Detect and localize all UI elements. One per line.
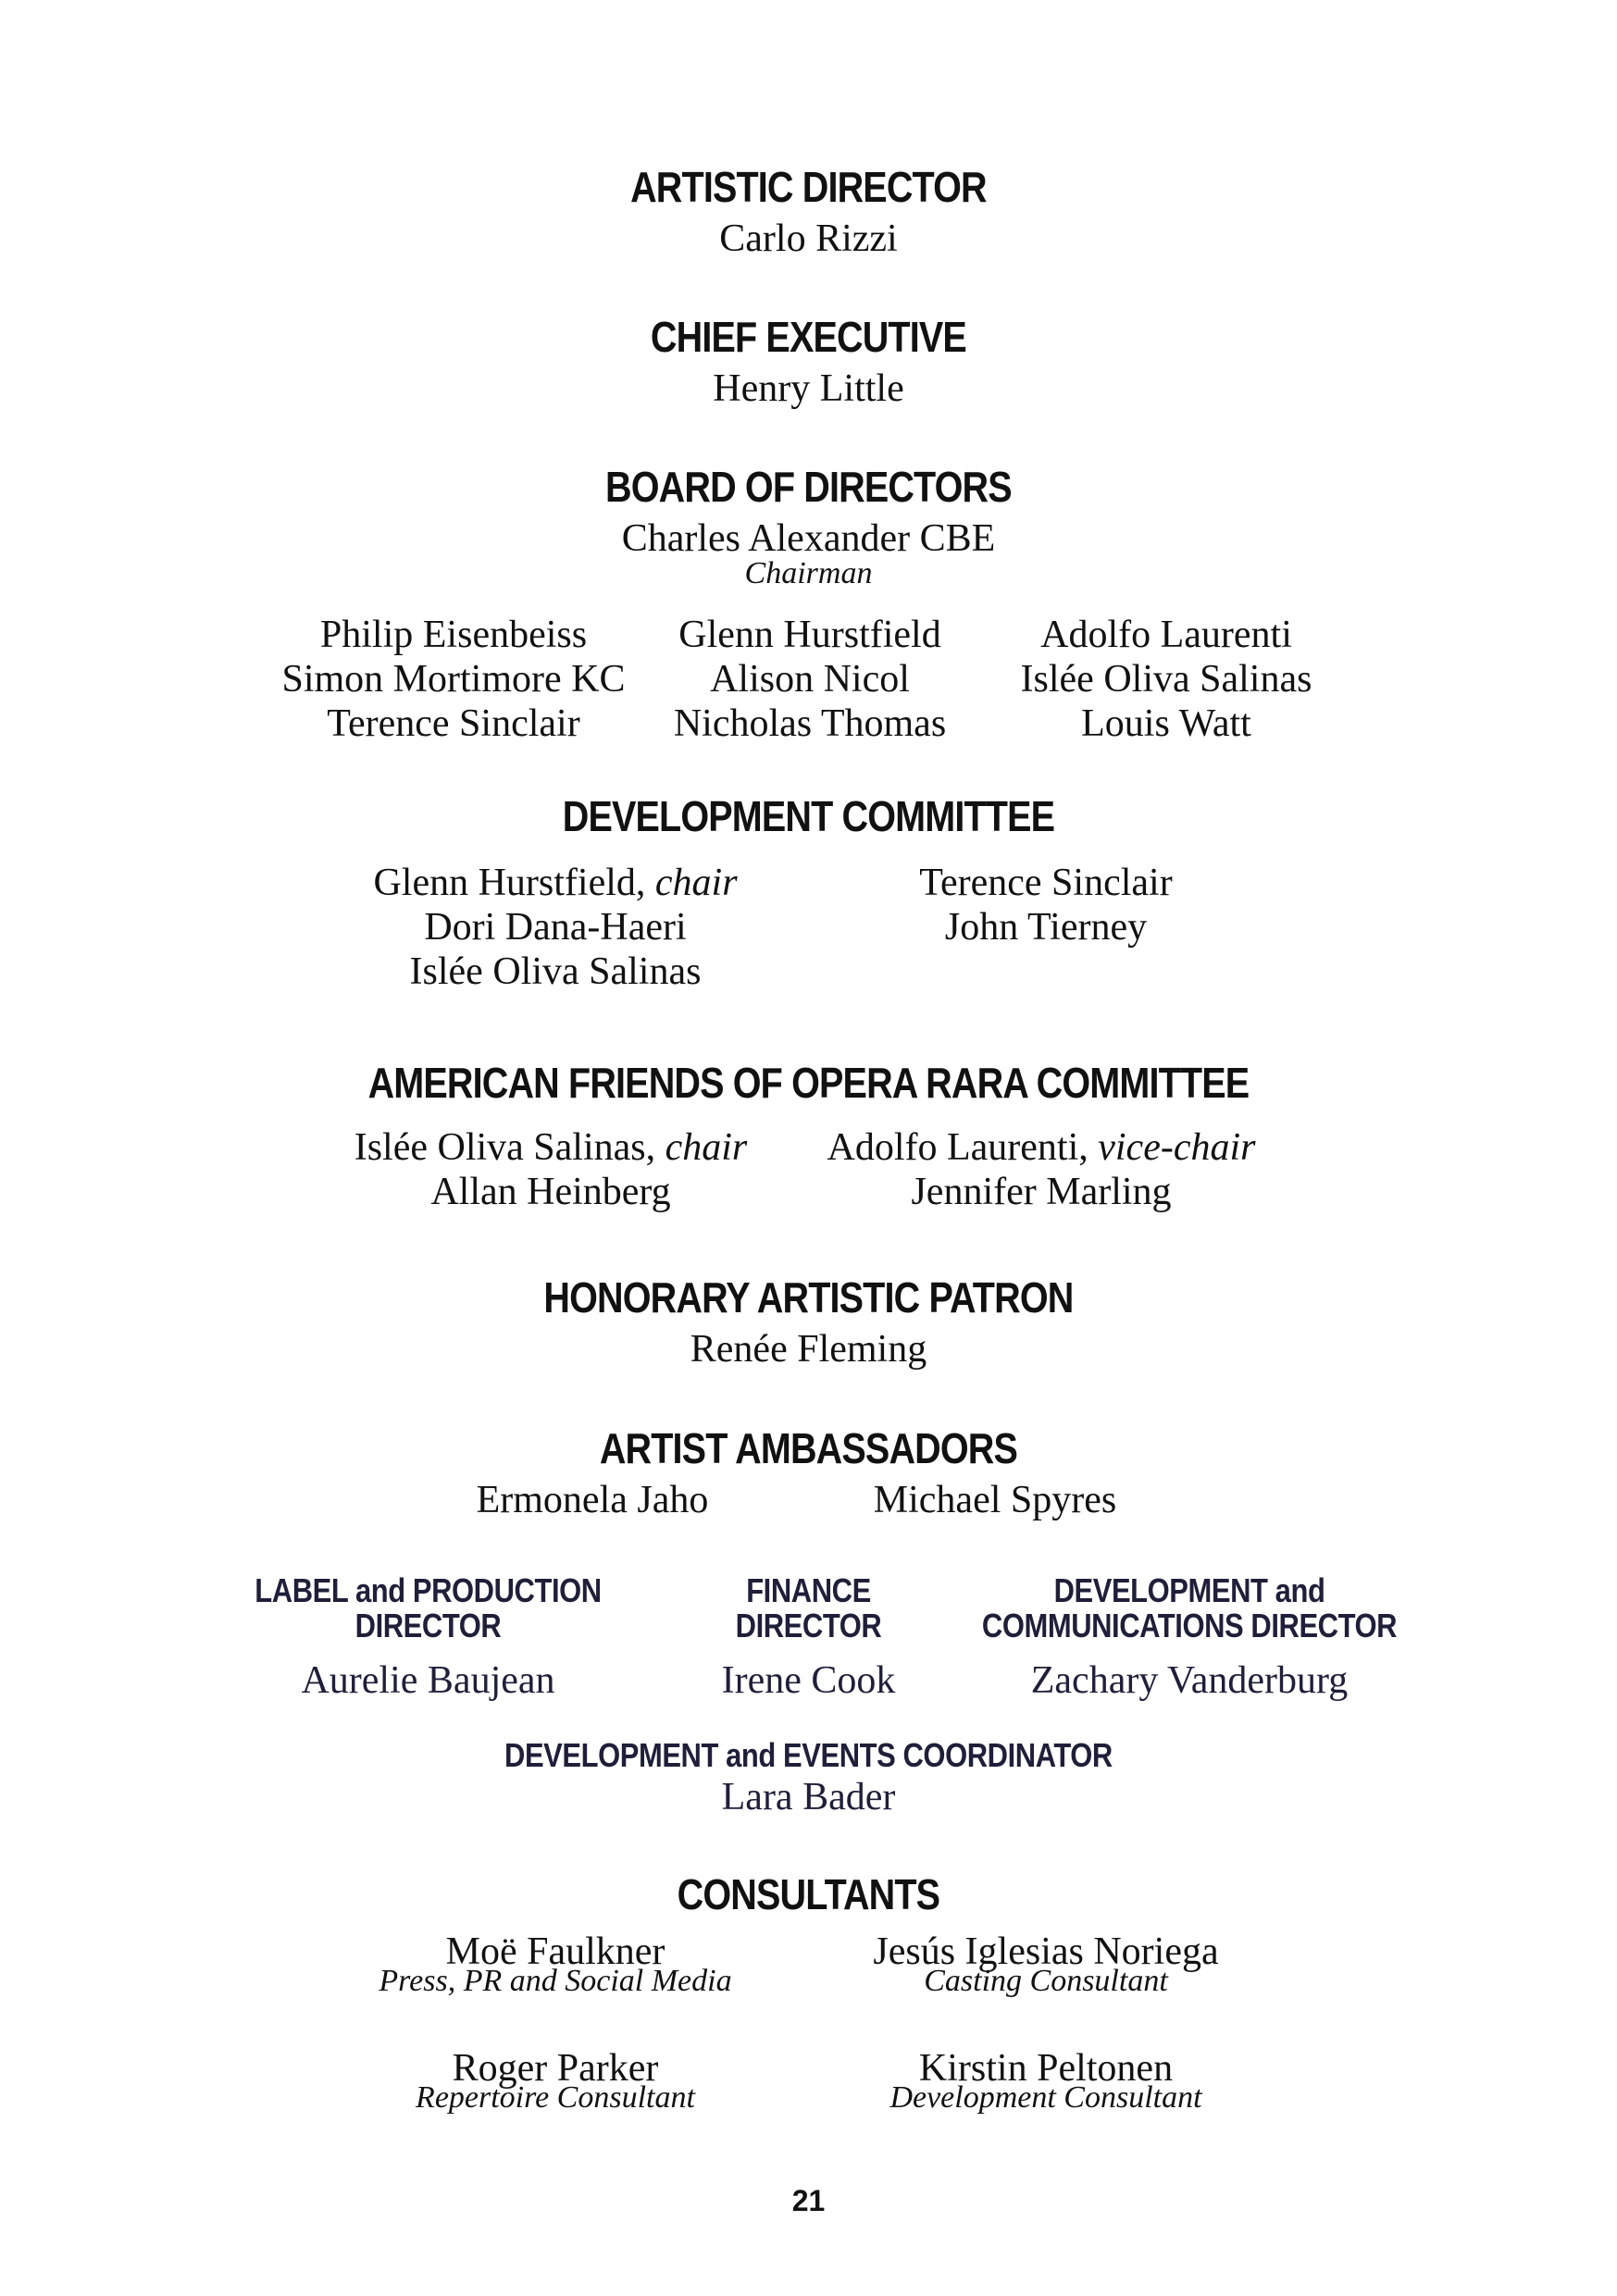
american-friends-left bbox=[319, 1125, 782, 1214]
board-chair-name: Charles Alexander CBE bbox=[621, 517, 996, 560]
ambassador-name: Ermonela Jaho bbox=[476, 1479, 709, 1521]
heading-events-coordinator: DEVELOPMENT and EVENTS COORDINATOR bbox=[504, 1736, 1113, 1774]
director-title-line2: COMMUNICATIONS DIRECTOR bbox=[981, 1607, 1398, 1644]
development-committee-member: Terence Sinclair bbox=[919, 862, 1173, 904]
board-member: Simon Mortimore KC bbox=[281, 658, 626, 701]
director-title-line1: DEVELOPMENT and bbox=[1053, 1571, 1325, 1609]
development-committee-member: Dori Dana-Haeri bbox=[424, 906, 687, 949]
director-finance bbox=[648, 1573, 969, 1703]
board-member: Louis Watt bbox=[1081, 702, 1251, 745]
consultant bbox=[815, 1930, 1277, 1998]
director-title-line2: DIRECTOR bbox=[735, 1607, 882, 1644]
director-label-production bbox=[176, 1573, 680, 1703]
heading-chief-executive: CHIEF EXECUTIVE bbox=[650, 313, 966, 361]
consultant-role: Casting Consultant bbox=[924, 1964, 1168, 1998]
heading-honorary-patron: HONORARY ARTISTIC PATRON bbox=[543, 1273, 1074, 1322]
board-member: Nicholas Thomas bbox=[673, 702, 947, 745]
board-member: Philip Eisenbeiss bbox=[319, 614, 588, 656]
ambassador-name: Michael Spyres bbox=[873, 1479, 1117, 1521]
american-friends-right bbox=[810, 1125, 1273, 1214]
artistic-director-name: Carlo Rizzi bbox=[719, 217, 898, 260]
development-committee-chair: Glenn Hurstfield, chair bbox=[373, 862, 738, 904]
consultant bbox=[324, 2046, 787, 2115]
board-member: Terence Sinclair bbox=[327, 702, 580, 745]
american-friends-member: Jennifer Marling bbox=[911, 1171, 1172, 1213]
american-friends-vice-chair: Adolfo Laurenti, vice-chair bbox=[827, 1126, 1256, 1169]
board-member: Alison Nicol bbox=[710, 658, 910, 701]
consultant-name: Kirstin Peltonen bbox=[918, 2047, 1174, 2090]
board-member: Glenn Hurstfield bbox=[678, 614, 941, 656]
consultant bbox=[324, 1930, 787, 1998]
director-title-line1: FINANCE bbox=[746, 1571, 871, 1609]
heading-board-of-directors: BOARD OF DIRECTORS bbox=[605, 463, 1012, 511]
consultant-name: Roger Parker bbox=[452, 2047, 659, 2090]
board-member: Adolfo Laurenti bbox=[1040, 614, 1292, 656]
consultant bbox=[815, 2046, 1277, 2115]
heading-development-committee: DEVELOPMENT COMMITTEE bbox=[562, 792, 1055, 840]
chief-executive-name: Henry Little bbox=[713, 367, 904, 410]
heading-american-friends: AMERICAN FRIENDS OF OPERA RARA COMMITTEE bbox=[367, 1059, 1250, 1107]
consultant-role: Press, PR and Social Media bbox=[379, 1964, 732, 1998]
page-number: 21 bbox=[791, 2184, 826, 2217]
consultant-name: Moë Faulkner bbox=[445, 1930, 665, 1973]
events-coordinator-name: Lara Bader bbox=[721, 1776, 896, 1818]
director-name: Aurelie Baujean bbox=[301, 1659, 555, 1702]
american-friends-member: Allan Heinberg bbox=[430, 1171, 671, 1213]
consultant-name: Jesús Iglesias Noriega bbox=[873, 1930, 1219, 1973]
development-committee-member: Islée Oliva Salinas bbox=[409, 950, 702, 993]
heading-artistic-director: ARTISTIC DIRECTOR bbox=[630, 163, 987, 211]
development-committee-right bbox=[815, 861, 1277, 949]
honorary-patron-name: Renée Fleming bbox=[690, 1328, 927, 1371]
board-chair-role: Chairman bbox=[744, 556, 873, 590]
heading-consultants: CONSULTANTS bbox=[677, 1870, 940, 1918]
consultant-role: Development Consultant bbox=[889, 2080, 1202, 2115]
american-friends-chair: Islée Oliva Salinas, chair bbox=[354, 1126, 748, 1169]
director-name: Irene Cook bbox=[721, 1659, 896, 1702]
board-column-3 bbox=[949, 613, 1384, 746]
board-member: Islée Oliva Salinas bbox=[1020, 658, 1312, 701]
heading-artist-ambassadors: ARTIST AMBASSADORS bbox=[599, 1424, 1018, 1472]
director-name: Zachary Vanderburg bbox=[1030, 1659, 1349, 1702]
director-development-communications bbox=[930, 1573, 1449, 1703]
consultant-role: Repertoire Consultant bbox=[416, 2080, 695, 2115]
development-committee-member: John Tierney bbox=[944, 906, 1148, 949]
director-title-line1: LABEL and PRODUCTION bbox=[255, 1571, 602, 1609]
development-committee-left bbox=[324, 861, 787, 994]
director-title-line2: DIRECTOR bbox=[354, 1607, 502, 1644]
